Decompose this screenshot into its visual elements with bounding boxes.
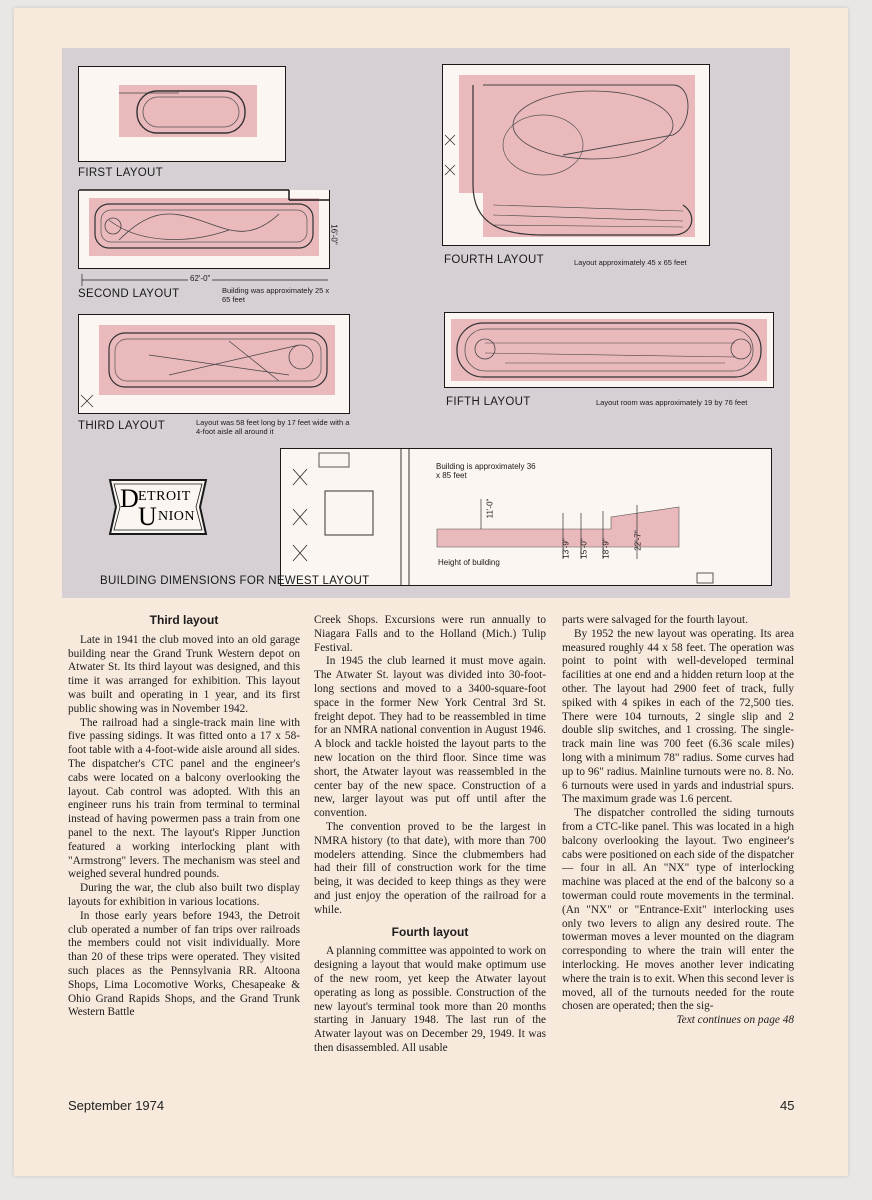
second-layout-label: SECOND LAYOUT xyxy=(78,288,180,300)
text-column-2 xyxy=(314,614,546,1056)
paragraph: In 1945 the club learned it must move again. The Atwater St. layout was divided into 30-foot-long sections and moved to a 3400-square-foot space in the former New York Central 3rd St. freight depot. They had to be reassembled in time for an NMRA national convention in August 1946. A block and tackle hoisted the layout parts to the new location on the third floor. Since time was short, the Atwater layout was reassembled in the center bay of the new space. Construction of a new, larger layout was put off until after the convention. xyxy=(314,655,546,820)
paragraph: In those early years before 1943, the Detroit club operated a number of fan trips over railroads the members could not visit individually. More than 20 of these trips were operated. They visited such places as the Pennsylvania RR. Altoona Shops, Lima Locomotive Works, Chesapeake & Ohio Grand Rapids Shops, and the Grand Trunk Western Battle xyxy=(68,909,300,1019)
logo-line2: NION xyxy=(158,509,195,524)
paragraph: parts were salvaged for the fourth layout. xyxy=(562,614,749,626)
third-layout-plan xyxy=(78,314,350,414)
second-width-value: 62'-0" xyxy=(190,274,211,283)
logo-line1: ETROIT xyxy=(138,489,191,504)
paragraph: Creek Shops. Excursions were run annually to Niagara Falls and to the Holland (Mich.) Tulip Festival. xyxy=(314,614,546,654)
height-13-9: 13'-9" xyxy=(561,538,571,559)
paragraph: By 1952 the new layout was operating. Its area measured roughly 44 x 58 feet. The operation was point to point with well-developed terminal facilities at one end and a hidden return loop at the other. The layout had 2900 feet of track, fully spiked with 4 spikes in each of the 72,500 ties. There were 104 turnouts, 2 single slip and 2 double slip switches, and 1 crossing. The single-track main line was 700 feet (6.36 scale miles) long with a minimum 78" radius. Some curves had up to 96" radius. Mainline turnouts were no. 8. No. 6 turnouts were used in yards and industrial spurs. The maximum grade was 1.6 percent. xyxy=(562,627,794,806)
paragraph: Late in 1941 the club moved into an old garage building near the Grand Trunk Western depot on Atwater St. Its third layout was designed, and this time it was arranged for exhibition. This layout was built and operating in 1 year, and its first public showing was in November 1942. xyxy=(68,633,300,715)
fourth-layout-note: Layout approximately 45 x 65 feet xyxy=(574,258,687,267)
third-layout-note: Layout was 58 feet long by 17 feet wide with a 4-foot aisle all around it xyxy=(196,418,350,436)
first-layout-plan xyxy=(78,66,286,162)
logo-letter-u: U xyxy=(138,502,157,531)
second-height-value: 16'-0" xyxy=(329,224,339,245)
paragraph: The convention proved to be the largest in NMRA history (to that date), with more than 700 modelers attending. Since the clubmembers had had their fill of construction work for the time being, it was decided to keep things as they were and just enjoy the operation of the railroad for a while. xyxy=(314,820,546,916)
paragraph: The railroad had a single-track main line with five passing sidings. It was fitted onto a 17 x 58-foot table with a 4-foot-wide aisle around all sides. The dispatcher's CTC panel and the engineer's cabs were located on a balcony overlooking the layout. Cab control was adopted. With this an engineer runs his train from terminal to terminal instead of having powermen pass a train from one panel to the next. The layout's Ripper Junction featured a working interlocking plant with "Armstrong" levers. The mechanism was steel and weighed several hundred pounds. xyxy=(68,716,300,881)
issue-date: September 1974 xyxy=(68,1098,165,1113)
logo-letter-d: D xyxy=(120,484,139,513)
text-column-1 xyxy=(68,614,300,1020)
height-22-7: 22'-7" xyxy=(633,530,643,551)
paragraph: A planning committee was appointed to work on designing a layout that would make optimum use of the new room, yet keep the Atwater layout operating as long as possible. Construction of the new layout's terminal took more than 20 months starting in January 1948. The last run of the Atwater layout was on December 29, 1949. It was then disassembled. All usable xyxy=(314,945,546,1054)
fourth-layout-label: FOURTH LAYOUT xyxy=(444,254,544,266)
third-layout-label: THIRD LAYOUT xyxy=(78,420,166,432)
fourth-layout-plan xyxy=(442,64,710,246)
layout-diagrams-figure xyxy=(62,48,790,598)
height-15: 15'-0" xyxy=(579,538,589,559)
height-11: 11'-0" xyxy=(485,498,495,519)
building-note: Building is approximately 36 x 85 feet xyxy=(436,462,536,480)
height-of-building-label: Height of building xyxy=(438,558,500,567)
second-layout-note: Building was approximately 25 x 65 feet xyxy=(222,286,330,304)
fourth-layout-heading: Fourth layout xyxy=(391,924,469,939)
fifth-layout-label: FIFTH LAYOUT xyxy=(446,396,531,408)
third-layout-heading: Third layout xyxy=(149,613,219,627)
detroit-union-logo xyxy=(104,476,212,538)
second-layout-plan xyxy=(78,190,330,269)
building-caption: BUILDING DIMENSIONS FOR NEWEST LAYOUT xyxy=(100,575,370,587)
height-18-9: 18'-9" xyxy=(601,538,611,559)
text-column-3 xyxy=(562,614,794,1028)
continues-note: Text continues on page 48 xyxy=(676,1014,794,1027)
fifth-layout-note: Layout room was approximately 19 by 76 feet xyxy=(596,398,748,407)
paragraph: During the war, the club also built two display layouts for exhibition in various locations. xyxy=(68,882,300,908)
paragraph: The dispatcher controlled the siding turnouts from a CTC-like panel. This was located in a high balcony overlooking the layout. Two engineer's cabs were positioned on each side of the dispatcher — four in all. An "NX" type of interlocking machine was placed at the end of the balcony so a towerman could route movements in the terminal. (An "NX" or "Entrance-Exit" interlocking uses only two levers to align any desired route. The towerman moves a lever mounted on the diagram corresponding to where the train will enter the interlocking. He moves another lever indicating where the train is to exit. When this second lever is moved, all of the turnouts needed for the route chosen are operated; then the sig- xyxy=(562,807,794,1013)
page-number: 45 xyxy=(780,1098,795,1113)
fifth-layout-plan xyxy=(444,312,774,388)
first-layout-label: FIRST LAYOUT xyxy=(78,167,163,179)
